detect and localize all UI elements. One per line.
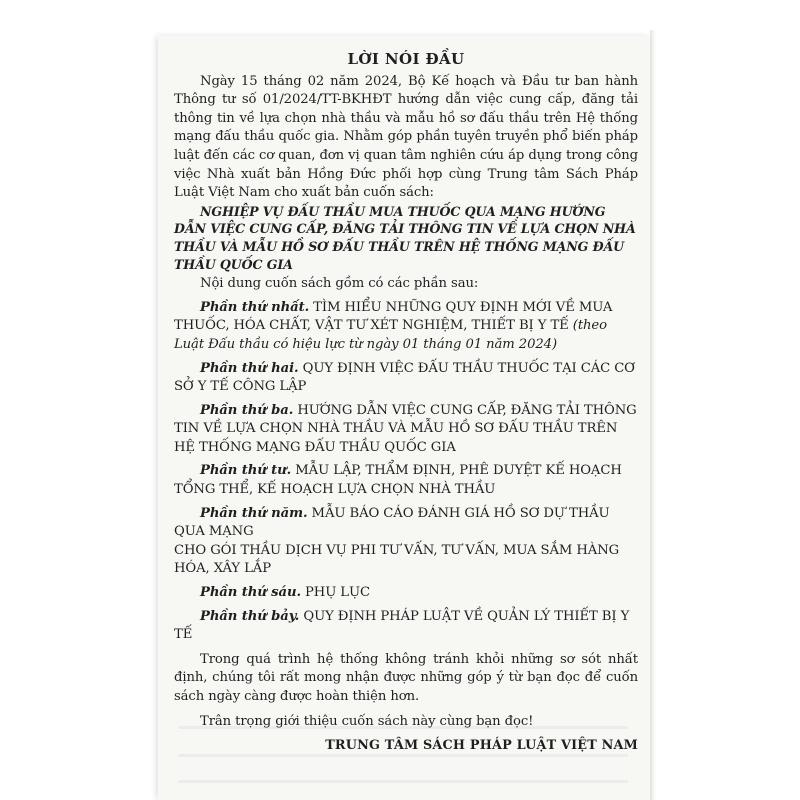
part-item [174, 299, 638, 355]
part-item [174, 608, 638, 645]
book-title: NGHIỆP VỤ ĐẤU THẦU MUA THUỐC QUA MẠNG HƯỚNG DẪN VIỆC CUNG CẤP, ĐĂNG TẢI THÔNG TIN VỀ LỰA CHỌN NHÀ THẦU VÀ MẪU HỒ SƠ ĐẤU THẦU TRÊN HỆ THỐNG MẠNG ĐẤU THẦU QUỐC GIA [174, 203, 636, 272]
bleed-through-line [178, 780, 628, 783]
part-note: (theo Luật Đấu thầu có hiệu lực từ ngày 01 tháng 01 năm 2024) [174, 318, 607, 352]
part-lead: Phần thứ hai. [200, 360, 299, 376]
publisher-signature: TRUNG TÂM SÁCH PHÁP LUẬT VIỆT NAM [325, 738, 638, 754]
part-text: QUY ĐỊNH PHÁP LUẬT VỀ QUẢN LÝ THIẾT BỊ Y TẾ [174, 608, 630, 643]
part-item [174, 505, 638, 579]
part-text: TÌM HIỂU NHỮNG QUY ĐỊNH MỚI VỀ MUA THUỐC, HÓA CHẤT, VẬT TƯ XÉT NGHIỆM, THIẾT BỊ Y TẾ [174, 299, 613, 334]
part-item [174, 360, 638, 397]
part-text: HƯỚNG DẪN VIỆC CUNG CẤP, ĐĂNG TẢI THÔNG TIN VỀ LỰA CHỌN NHÀ THẦU VÀ MẪU HỒ SƠ ĐẤU THẦU TRÊN HỆ THỐNG MẠNG ĐẤU THẦU QUỐC GIA [174, 402, 637, 455]
part-text-continued: CHO GÓI THẦU DỊCH VỤ PHI TƯ VẤN, TƯ VẤN, MUA SẮM HÀNG HÓA, XÂY LẮP [174, 542, 620, 577]
part-text: PHỤ LỤC [300, 585, 370, 601]
part-lead: Phần thứ tư. [200, 463, 292, 479]
intro-paragraph: Ngày 15 tháng 02 năm 2024, Bộ Kế hoạch và Đầu tư ban hành Thông tư số 01/2024/TT-BKHĐT hướng dẫn việc cung cấp, đăng tải thông tin về lựa chọn nhà thầu và mẫu hồ sơ đấu thầu trên Hệ thống mạng đấu thầu quốc gia. Nhằm góp phần tuyên truyền phổ biến pháp luật đến các cơ quan, đơn vị quan tâm nghiên cứu áp dụng trong công việc Nhà xuất bản Hồng Đức phối hợp cùng Trung tâm Sách Pháp Luật Việt Nam cho xuất bản cuốn sách: [174, 73, 638, 201]
part-lead: Phần thứ ba. [200, 402, 294, 418]
part-text: QUY ĐỊNH VIỆC ĐẤU THẦU THUỐC TẠI CÁC CƠ SỞ Y TẾ CÔNG LẬP [174, 360, 635, 395]
parts-list [174, 299, 638, 645]
book-page [158, 36, 650, 800]
part-lead: Phần thứ năm. [200, 505, 308, 521]
sign-off: Trân trọng giới thiệu cuốn sách này cùng bạn đọc! [200, 713, 534, 729]
part-lead: Phần thứ bảy. [200, 608, 300, 624]
part-lead: Phần thứ sáu. [200, 585, 301, 601]
page-title: LỜI NÓI ĐẦU [347, 50, 465, 68]
part-text: MẪU LẬP, THẨM ĐỊNH, PHÊ DUYỆT KẾ HOẠCH TỔNG THỂ, KẾ HOẠCH LỰA CHỌN NHÀ THẦU [174, 463, 622, 498]
page-edge [650, 30, 656, 800]
outro-paragraph: Trong quá trình hệ thống không tránh khỏi những sơ sót nhất định, chúng tôi rất mong nhận được những góp ý từ bạn đọc để cuốn sách ngày càng được hoàn thiện hơn. [174, 651, 638, 704]
part-item [174, 402, 638, 458]
part-text: MẪU BÁO CÁO ĐÁNH GIÁ HỒ SƠ DỰ THẦU QUA MẠNG [174, 505, 610, 540]
part-item [174, 462, 638, 499]
contents-intro: Nội dung cuốn sách gồm có các phần sau: [200, 276, 479, 292]
preface-text [174, 50, 638, 756]
part-item [174, 584, 638, 603]
part-lead: Phần thứ nhất. [200, 299, 310, 315]
